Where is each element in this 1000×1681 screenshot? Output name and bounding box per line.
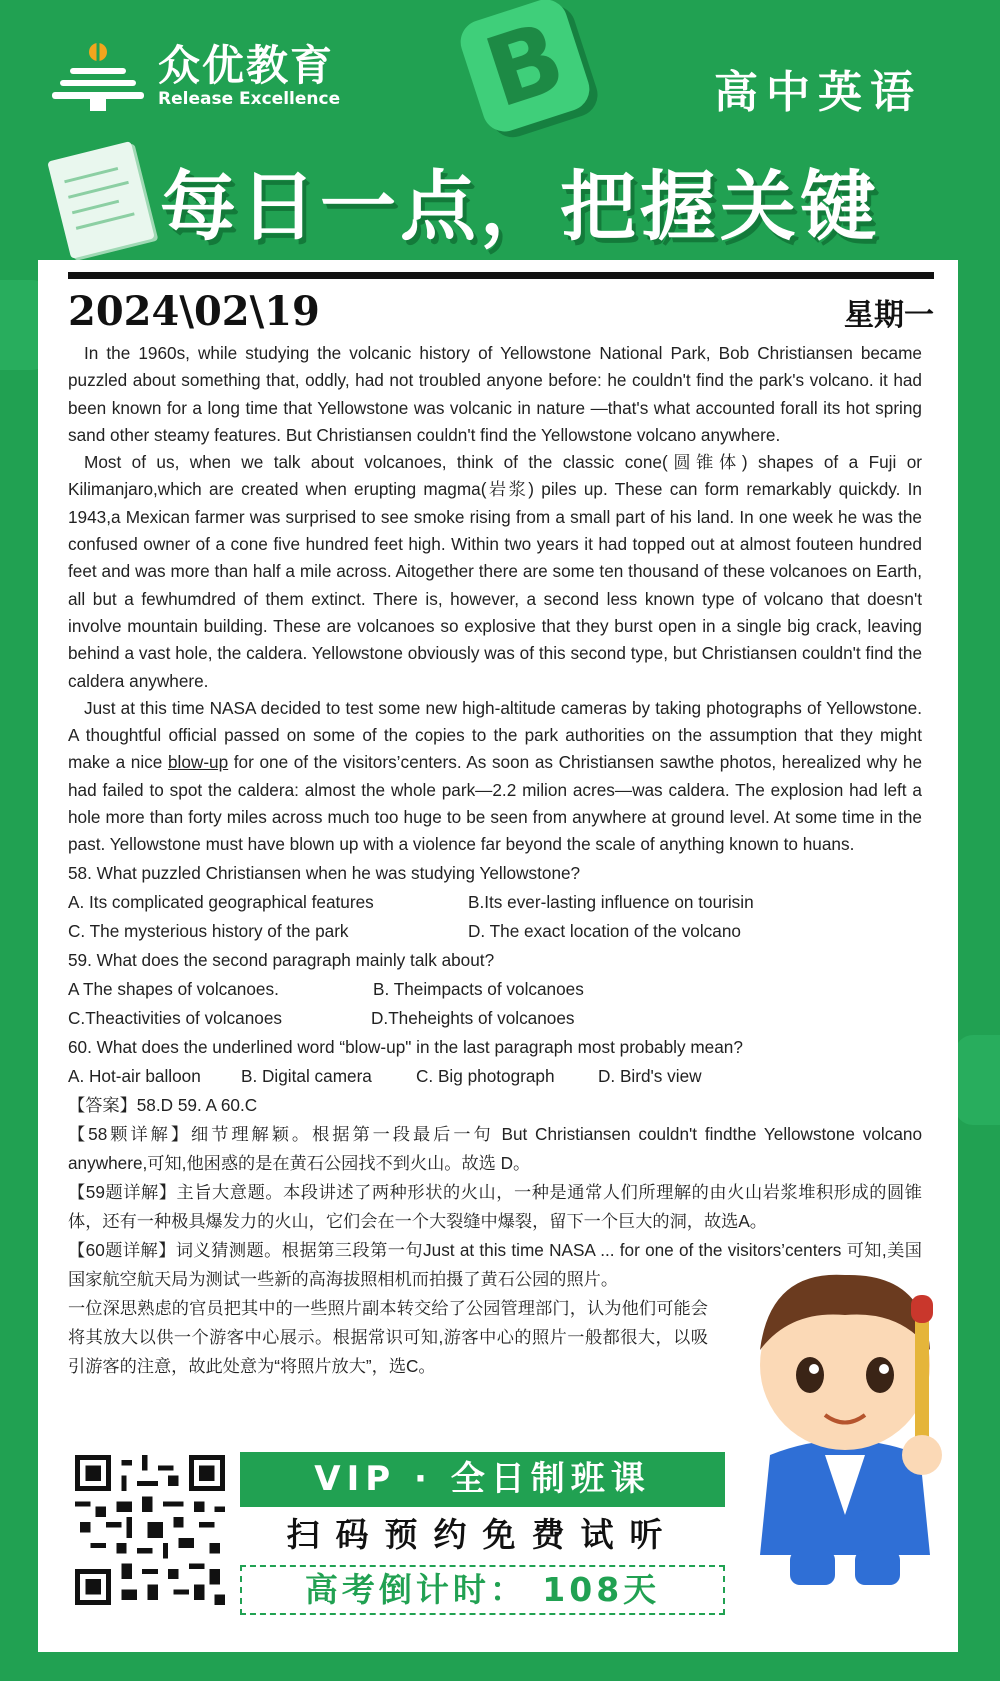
date: 2024\02\19 bbox=[68, 288, 320, 335]
option: A The shapes of volcanoes. bbox=[68, 978, 279, 999]
subject-title: 高中英语 bbox=[714, 67, 922, 118]
answer-key: 【答案】58.D 59. A 60.C bbox=[68, 1094, 258, 1115]
option: B. Theimpacts of volcanoes bbox=[373, 978, 584, 999]
paper-icon bbox=[47, 141, 155, 259]
options-row bbox=[68, 1062, 922, 1091]
header bbox=[0, 0, 1000, 255]
option: C.Theactivities of volcanoes bbox=[68, 1007, 282, 1028]
qr-code[interactable] bbox=[75, 1455, 225, 1605]
weekday: 星期一 bbox=[844, 298, 934, 333]
paragraph: In the 1960s, while studying the volcanic history of Yellowstone National Park, Bob Christiansen became puzzled about something that, oddly, had not troubled anyone before: he couldn't find the park's volcano. it had been known for a long time that Yellowstone was volcanic in nature —that's what accounted forall its hot spring sand other steamy features. But Christiansen couldn't find the Yellowstone volcano anywhere. bbox=[68, 343, 922, 445]
brand-tagline: Release Excellence bbox=[158, 89, 341, 109]
explanation-60-cont: 一位深思熟虑的官员把其中的一些照片副本转交给了公园管理部门，认为他们可能会将其放大以供一个游客中心展示。根据常识可知,游客中心的照片一般都很大，以吸引游客的注意，故此处意为“将照片放大”，选C。 bbox=[68, 1297, 708, 1376]
options-row bbox=[68, 1004, 922, 1033]
article bbox=[68, 340, 922, 1381]
background-decoration bbox=[955, 1035, 1000, 1125]
question-58: 58. What puzzled Christiansen when he was studying Yellowstone? bbox=[68, 862, 581, 883]
mascot-illustration bbox=[730, 1255, 960, 1595]
explanation-59: 【59题详解】主旨大意题。本段讲述了两种形状的火山，一种是通常人们所理解的由火山岩浆堆积形成的圆锥体，还有一种极具爆发力的火山，它们会在一个大裂缝中爆裂，留下一个巨大的洞，故选A。 bbox=[68, 1181, 922, 1231]
options-row bbox=[68, 975, 922, 1004]
explanation-60: 【60题详解】词义猜测题。根据第三段第一句Just at this time NASA ... for one of the visitors’centers 可知,美国国家航空航天局为测试一些新的高海拔照相机而拍摄了黄石公园的照片。 bbox=[68, 1239, 922, 1289]
paragraph: Just at this time NASA decided to test some new high-altitude cameras by taking photographs of Yellowstone. A thoughtful official passed on some of the copies to the park authorities on the assumption that they might make a nice blow-up for one of the visitors’centers. As soon as Christiansen sawthe photos, herealized why he had failed to spot the caldera: almost the whole park—2.2 milion acres—was caldera. The explosion had left a hole more than forty miles across much too huge to be seen from anywhere at ground level. At some time in the past. Yellowstone must have blown up with a violence far beyond the scale of anything known to huans. bbox=[68, 697, 923, 855]
option: A. Its complicated geographical features bbox=[68, 891, 374, 912]
options-row bbox=[68, 888, 922, 917]
brand-logo bbox=[52, 40, 340, 112]
option: D. The exact location of the volcano bbox=[468, 920, 741, 941]
logo-icon bbox=[52, 40, 144, 112]
paragraph: Most of us, when we talk about volcanoes, think of the classic cone(圆锥体) shapes of a Fuji or Kilimanjaro,which are created when erupting magma(岩浆) piles up. These can form remarkably quickdy. In 1943,a Mexican farmer was surprised to see smoke rising from a small part of his land. In one week he was the confused owner of a cone five hundred feet high. Within two years it had topped out at almost fouteen hundred feet and was more than half a mile across. Aitogether there are some ten thousand of these volcanoes on Earth, all but a fewhumdred of them extinct. There is, however, a second less known type of volcano that doesn't involve mountain building. These are volcanoes so explosive that they burst open in a single big crack, leaving behind a vast hole, the caldera. Yellowstone obviously was of this second type, but Christiansen couldn't find the caldera anywhere. bbox=[68, 452, 922, 691]
slogan: 每日一点，把握关键 bbox=[160, 162, 880, 251]
divider bbox=[68, 272, 934, 279]
option: C. The mysterious history of the park bbox=[68, 920, 349, 941]
question-60: 60. What does the underlined word “blow-up" in the last paragraph most probably mean? bbox=[68, 1036, 743, 1057]
scan-prompt: 扫码预约免费试听 bbox=[286, 1515, 679, 1554]
b-letter-decoration: B bbox=[455, 0, 595, 137]
question-59: 59. What does the second paragraph mainly talk about? bbox=[68, 949, 495, 970]
option: B. Digital camera bbox=[241, 1065, 372, 1086]
brand-name: 众优教育 bbox=[158, 41, 335, 90]
option: C. Big photograph bbox=[416, 1065, 555, 1086]
explanation-58: 【58颗详解】细节理解颖。根据第一段最后一句 But Christiansen couldn't findthe Yellowstone volcano anywhere,可知,他困惑的是在黄石公园找不到火山。故选 D。 bbox=[68, 1123, 922, 1173]
underlined-word: blow-up bbox=[167, 752, 229, 773]
options-row bbox=[68, 917, 922, 946]
vip-banner: VIP · 全日制班课 bbox=[240, 1452, 725, 1507]
exam-countdown: 高考倒计时： 108天 bbox=[240, 1565, 725, 1615]
option: D. Bird's view bbox=[598, 1065, 702, 1086]
option: B.Its ever-lasting influence on tourisin bbox=[468, 891, 754, 912]
option: D.Theheights of volcanoes bbox=[371, 1007, 575, 1028]
option: A. Hot-air balloon bbox=[68, 1065, 201, 1086]
